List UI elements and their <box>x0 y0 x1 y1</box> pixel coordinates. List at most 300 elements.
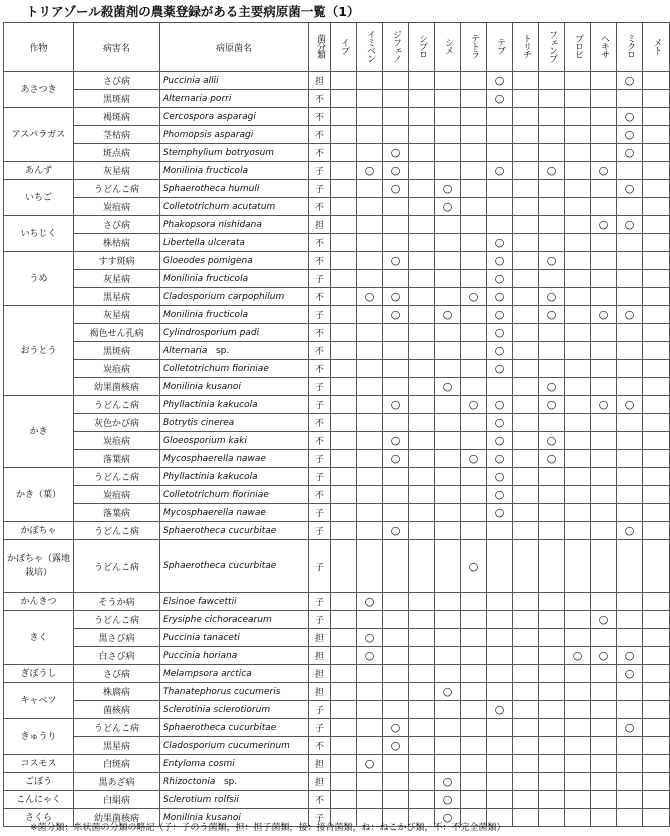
empty-cell <box>513 540 539 593</box>
empty-cell <box>591 288 617 306</box>
disease-cell: さび病 <box>74 72 160 90</box>
empty-cell <box>331 90 357 108</box>
empty-cell <box>331 432 357 450</box>
registered-mark: ○ <box>435 809 461 827</box>
table-row <box>4 324 670 342</box>
registered-mark: ○ <box>539 252 565 270</box>
empty-cell <box>461 522 487 540</box>
pathogen-cell <box>160 396 309 414</box>
pathogen-name: Phomopsis asparagi <box>163 129 254 140</box>
registered-mark: ○ <box>617 180 643 198</box>
empty-cell <box>539 414 565 432</box>
empty-cell <box>383 755 409 773</box>
empty-cell <box>461 198 487 216</box>
pathogen-cell <box>160 72 309 90</box>
empty-cell <box>331 378 357 396</box>
table-row <box>4 593 670 611</box>
empty-cell <box>383 414 409 432</box>
empty-cell <box>383 593 409 611</box>
registered-mark: ○ <box>487 486 513 504</box>
registered-mark: ○ <box>617 665 643 683</box>
empty-cell <box>617 288 643 306</box>
registered-mark: ○ <box>591 647 617 665</box>
empty-cell <box>331 737 357 755</box>
pathogen-name: Alternaria porri <box>163 93 232 104</box>
empty-cell <box>591 701 617 719</box>
crop-cell: キャベツ <box>4 683 74 719</box>
empty-cell <box>461 647 487 665</box>
empty-cell <box>539 755 565 773</box>
empty-cell <box>331 288 357 306</box>
table-row <box>4 198 670 216</box>
empty-cell <box>643 809 670 827</box>
empty-cell <box>617 360 643 378</box>
empty-cell <box>591 234 617 252</box>
class-cell: 不 <box>309 252 331 270</box>
empty-cell <box>383 773 409 791</box>
pathogen-name: Alternaria <box>163 345 208 356</box>
pathogen-cell <box>160 593 309 611</box>
empty-cell <box>461 90 487 108</box>
empty-cell <box>617 809 643 827</box>
empty-cell <box>591 665 617 683</box>
registered-mark: ○ <box>487 342 513 360</box>
empty-cell <box>513 486 539 504</box>
empty-cell <box>513 504 539 522</box>
empty-cell <box>643 378 670 396</box>
pathogen-cell <box>160 755 309 773</box>
class-cell: 担 <box>309 683 331 701</box>
empty-cell <box>331 755 357 773</box>
empty-cell <box>487 593 513 611</box>
pathogen-cell <box>160 144 309 162</box>
empty-cell <box>565 324 591 342</box>
empty-cell <box>643 72 670 90</box>
registered-mark: ○ <box>617 72 643 90</box>
empty-cell <box>513 324 539 342</box>
empty-cell <box>357 432 383 450</box>
empty-cell <box>591 593 617 611</box>
empty-cell <box>591 324 617 342</box>
empty-cell <box>409 486 435 504</box>
disease-cell: うどんこ病 <box>74 396 160 414</box>
crop-cell: こんにゃく <box>4 791 74 809</box>
header-agent <box>383 23 409 72</box>
crop-cell: かぼちゃ（露地栽培） <box>4 540 74 593</box>
pathogen-name: Monilinia fructicola <box>163 165 249 176</box>
registered-mark: ○ <box>617 144 643 162</box>
empty-cell <box>357 683 383 701</box>
header-agent <box>357 23 383 72</box>
empty-cell <box>513 432 539 450</box>
empty-cell <box>461 701 487 719</box>
empty-cell <box>461 144 487 162</box>
table-row <box>4 90 670 108</box>
disease-cell: 褐斑病 <box>74 108 160 126</box>
empty-cell <box>643 773 670 791</box>
pathogen-cell <box>160 162 309 180</box>
pathogen-suffix: sp. <box>215 776 238 787</box>
pathogen-name: Phyllactinia kakucola <box>163 399 258 410</box>
empty-cell <box>435 342 461 360</box>
registered-mark: ○ <box>487 90 513 108</box>
empty-cell <box>643 360 670 378</box>
pathogen-name: Rhizoctonia <box>163 776 216 787</box>
empty-cell <box>643 791 670 809</box>
empty-cell <box>643 90 670 108</box>
registered-mark: ○ <box>435 683 461 701</box>
empty-cell <box>617 342 643 360</box>
empty-cell <box>409 611 435 629</box>
empty-cell <box>357 540 383 593</box>
crop-cell: かんきつ <box>4 593 74 611</box>
empty-cell <box>331 791 357 809</box>
empty-cell <box>539 629 565 647</box>
pathogen-cell <box>160 360 309 378</box>
table-row <box>4 611 670 629</box>
empty-cell <box>383 324 409 342</box>
empty-cell <box>357 719 383 737</box>
class-cell: 不 <box>309 360 331 378</box>
crop-cell: ごぼう <box>4 773 74 791</box>
empty-cell <box>565 360 591 378</box>
table-row <box>4 180 670 198</box>
empty-cell <box>539 216 565 234</box>
empty-cell <box>591 504 617 522</box>
header-pathogen: 病原菌名 <box>160 23 309 72</box>
empty-cell <box>539 360 565 378</box>
empty-cell <box>539 665 565 683</box>
pathogen-cell <box>160 252 309 270</box>
class-cell: 子 <box>309 701 331 719</box>
registered-mark: ○ <box>617 719 643 737</box>
empty-cell <box>565 593 591 611</box>
empty-cell <box>643 324 670 342</box>
registered-mark: ○ <box>435 306 461 324</box>
registered-mark: ○ <box>461 288 487 306</box>
empty-cell <box>409 216 435 234</box>
class-cell: 子 <box>309 809 331 827</box>
registered-mark: ○ <box>435 180 461 198</box>
empty-cell <box>409 701 435 719</box>
empty-cell <box>383 198 409 216</box>
empty-cell <box>461 486 487 504</box>
class-cell: 不 <box>309 791 331 809</box>
empty-cell <box>383 629 409 647</box>
empty-cell <box>461 252 487 270</box>
empty-cell <box>617 737 643 755</box>
header-agent-label: イプ <box>339 37 349 54</box>
empty-cell <box>643 540 670 593</box>
disease-cell: 炭疽病 <box>74 432 160 450</box>
pathogen-name: Sphaerotheca humuli <box>163 183 260 194</box>
empty-cell <box>331 234 357 252</box>
empty-cell <box>409 270 435 288</box>
pathogen-name: Sclerotinia sclerotiorum <box>163 704 271 715</box>
empty-cell <box>357 306 383 324</box>
empty-cell <box>435 611 461 629</box>
empty-cell <box>513 719 539 737</box>
table-row <box>4 126 670 144</box>
empty-cell <box>513 396 539 414</box>
pathogen-cell <box>160 342 309 360</box>
empty-cell <box>643 755 670 773</box>
empty-cell <box>617 755 643 773</box>
disease-cell: 炭疽病 <box>74 360 160 378</box>
empty-cell <box>617 162 643 180</box>
empty-cell <box>435 234 461 252</box>
pathogen-name: Cercospora asparagi <box>163 111 256 122</box>
table-row <box>4 252 670 270</box>
disease-cell: 黒あざ病 <box>74 773 160 791</box>
empty-cell <box>487 719 513 737</box>
header-agent-label: メト <box>651 37 662 54</box>
empty-cell <box>513 611 539 629</box>
empty-cell <box>461 629 487 647</box>
empty-cell <box>461 504 487 522</box>
empty-cell <box>565 737 591 755</box>
crop-cell: あさつき <box>4 72 74 108</box>
empty-cell <box>539 144 565 162</box>
disease-cell: 灰色かび病 <box>74 414 160 432</box>
empty-cell <box>435 719 461 737</box>
class-cell: 担 <box>309 216 331 234</box>
empty-cell <box>487 773 513 791</box>
empty-cell <box>513 162 539 180</box>
empty-cell <box>487 629 513 647</box>
empty-cell <box>331 719 357 737</box>
empty-cell <box>617 593 643 611</box>
empty-cell <box>409 593 435 611</box>
class-cell: 不 <box>309 432 331 450</box>
pathogen-name: Colletotrichum fioriniae <box>163 489 269 500</box>
crop-cell: かき <box>4 396 74 468</box>
empty-cell <box>331 144 357 162</box>
empty-cell <box>409 288 435 306</box>
empty-cell <box>643 108 670 126</box>
table-row <box>4 486 670 504</box>
registered-mark: ○ <box>357 162 383 180</box>
class-cell: 子 <box>309 270 331 288</box>
empty-cell <box>461 665 487 683</box>
empty-cell <box>617 90 643 108</box>
class-cell: 子 <box>309 396 331 414</box>
empty-cell <box>565 719 591 737</box>
empty-cell <box>591 486 617 504</box>
empty-cell <box>461 683 487 701</box>
pathogen-name: Gloeosporium kaki <box>163 435 247 446</box>
empty-cell <box>409 360 435 378</box>
empty-cell <box>461 378 487 396</box>
empty-cell <box>565 683 591 701</box>
pathogen-name: Phyllactinia kakucola <box>163 471 258 482</box>
header-crop: 作物 <box>4 23 74 72</box>
empty-cell <box>409 108 435 126</box>
disease-cell: 斑点病 <box>74 144 160 162</box>
empty-cell <box>435 468 461 486</box>
empty-cell <box>357 701 383 719</box>
header-class <box>309 23 331 72</box>
header-agent <box>435 23 461 72</box>
empty-cell <box>643 611 670 629</box>
empty-cell <box>565 701 591 719</box>
pathogen-name: Libertella ulcerata <box>163 237 245 248</box>
registered-mark: ○ <box>383 144 409 162</box>
registered-mark: ○ <box>383 522 409 540</box>
empty-cell <box>409 342 435 360</box>
empty-cell <box>617 450 643 468</box>
empty-cell <box>331 270 357 288</box>
disease-cell: うどんこ病 <box>74 180 160 198</box>
empty-cell <box>383 360 409 378</box>
registered-mark: ○ <box>487 396 513 414</box>
empty-cell <box>461 773 487 791</box>
empty-cell <box>383 504 409 522</box>
pathogen-cell <box>160 647 309 665</box>
empty-cell <box>617 198 643 216</box>
empty-cell <box>357 486 383 504</box>
registered-mark: ○ <box>539 396 565 414</box>
header-class-label: 菌分類 <box>315 33 325 58</box>
pathogen-cell <box>160 486 309 504</box>
pathogen-cell <box>160 324 309 342</box>
empty-cell <box>461 306 487 324</box>
empty-cell <box>435 270 461 288</box>
pathogen-cell <box>160 90 309 108</box>
empty-cell <box>617 629 643 647</box>
empty-cell <box>357 360 383 378</box>
empty-cell <box>513 90 539 108</box>
empty-cell <box>565 522 591 540</box>
pathogen-name: Colletotrichum acutatum <box>163 201 276 212</box>
empty-cell <box>513 593 539 611</box>
registered-mark: ○ <box>487 306 513 324</box>
empty-cell <box>409 737 435 755</box>
registered-mark: ○ <box>383 450 409 468</box>
pathogen-name: Botrytis cinerea <box>163 417 235 428</box>
registered-mark: ○ <box>539 162 565 180</box>
registered-mark: ○ <box>435 378 461 396</box>
empty-cell <box>539 737 565 755</box>
empty-cell <box>383 216 409 234</box>
registered-mark: ○ <box>565 647 591 665</box>
registered-mark: ○ <box>487 504 513 522</box>
registered-mark: ○ <box>383 396 409 414</box>
empty-cell <box>513 522 539 540</box>
empty-cell <box>591 719 617 737</box>
pathogen-name: Phakopsora nishidana <box>163 219 262 230</box>
disease-cell: 白絹病 <box>74 791 160 809</box>
empty-cell <box>591 144 617 162</box>
empty-cell <box>331 540 357 593</box>
empty-cell <box>539 198 565 216</box>
empty-cell <box>357 396 383 414</box>
pathogen-name: Cylindrosporium padi <box>163 327 260 338</box>
crop-cell: ぎぼうし <box>4 665 74 683</box>
class-cell: 担 <box>309 647 331 665</box>
empty-cell <box>409 144 435 162</box>
class-cell: 子 <box>309 450 331 468</box>
empty-cell <box>539 791 565 809</box>
registered-mark: ○ <box>383 162 409 180</box>
empty-cell <box>409 450 435 468</box>
empty-cell <box>617 791 643 809</box>
pathogen-name: Puccinia horiana <box>163 650 238 661</box>
registered-mark: ○ <box>539 378 565 396</box>
empty-cell <box>435 432 461 450</box>
empty-cell <box>357 90 383 108</box>
empty-cell <box>331 414 357 432</box>
empty-cell <box>357 611 383 629</box>
empty-cell <box>643 162 670 180</box>
empty-cell <box>409 414 435 432</box>
disease-cell: 幼果菌核病 <box>74 809 160 827</box>
header-row <box>4 23 670 72</box>
empty-cell <box>565 773 591 791</box>
empty-cell <box>409 126 435 144</box>
empty-cell <box>409 468 435 486</box>
pathogen-cell <box>160 665 309 683</box>
table-row <box>4 108 670 126</box>
empty-cell <box>643 396 670 414</box>
empty-cell <box>461 611 487 629</box>
registered-mark: ○ <box>591 396 617 414</box>
empty-cell <box>565 72 591 90</box>
disease-cell: 褐色せん孔病 <box>74 324 160 342</box>
pathogen-registration-table <box>3 22 670 827</box>
empty-cell <box>409 719 435 737</box>
registered-mark: ○ <box>487 252 513 270</box>
class-cell: 子 <box>309 593 331 611</box>
empty-cell <box>617 324 643 342</box>
empty-cell <box>513 378 539 396</box>
registered-mark: ○ <box>487 162 513 180</box>
empty-cell <box>565 270 591 288</box>
empty-cell <box>409 522 435 540</box>
empty-cell <box>461 108 487 126</box>
empty-cell <box>331 162 357 180</box>
empty-cell <box>461 360 487 378</box>
empty-cell <box>513 809 539 827</box>
registered-mark: ○ <box>435 773 461 791</box>
header-agent <box>643 23 670 72</box>
empty-cell <box>331 126 357 144</box>
empty-cell <box>409 90 435 108</box>
empty-cell <box>591 540 617 593</box>
empty-cell <box>565 234 591 252</box>
empty-cell <box>643 342 670 360</box>
disease-cell: 株腐病 <box>74 683 160 701</box>
crop-cell: うめ <box>4 252 74 306</box>
empty-cell <box>565 504 591 522</box>
empty-cell <box>591 629 617 647</box>
empty-cell <box>409 755 435 773</box>
disease-cell: 黒さび病 <box>74 629 160 647</box>
empty-cell <box>409 396 435 414</box>
empty-cell <box>331 486 357 504</box>
empty-cell <box>643 629 670 647</box>
class-cell: 不 <box>309 108 331 126</box>
table-row <box>4 540 670 593</box>
pathogen-name: Monilinia kusanoi <box>163 812 241 823</box>
pathogen-cell <box>160 773 309 791</box>
class-cell: 担 <box>309 629 331 647</box>
registered-mark: ○ <box>383 288 409 306</box>
registered-mark: ○ <box>487 450 513 468</box>
empty-cell <box>565 486 591 504</box>
header-agent-label: テトラ <box>469 33 479 58</box>
crop-cell: かき（葉） <box>4 468 74 522</box>
